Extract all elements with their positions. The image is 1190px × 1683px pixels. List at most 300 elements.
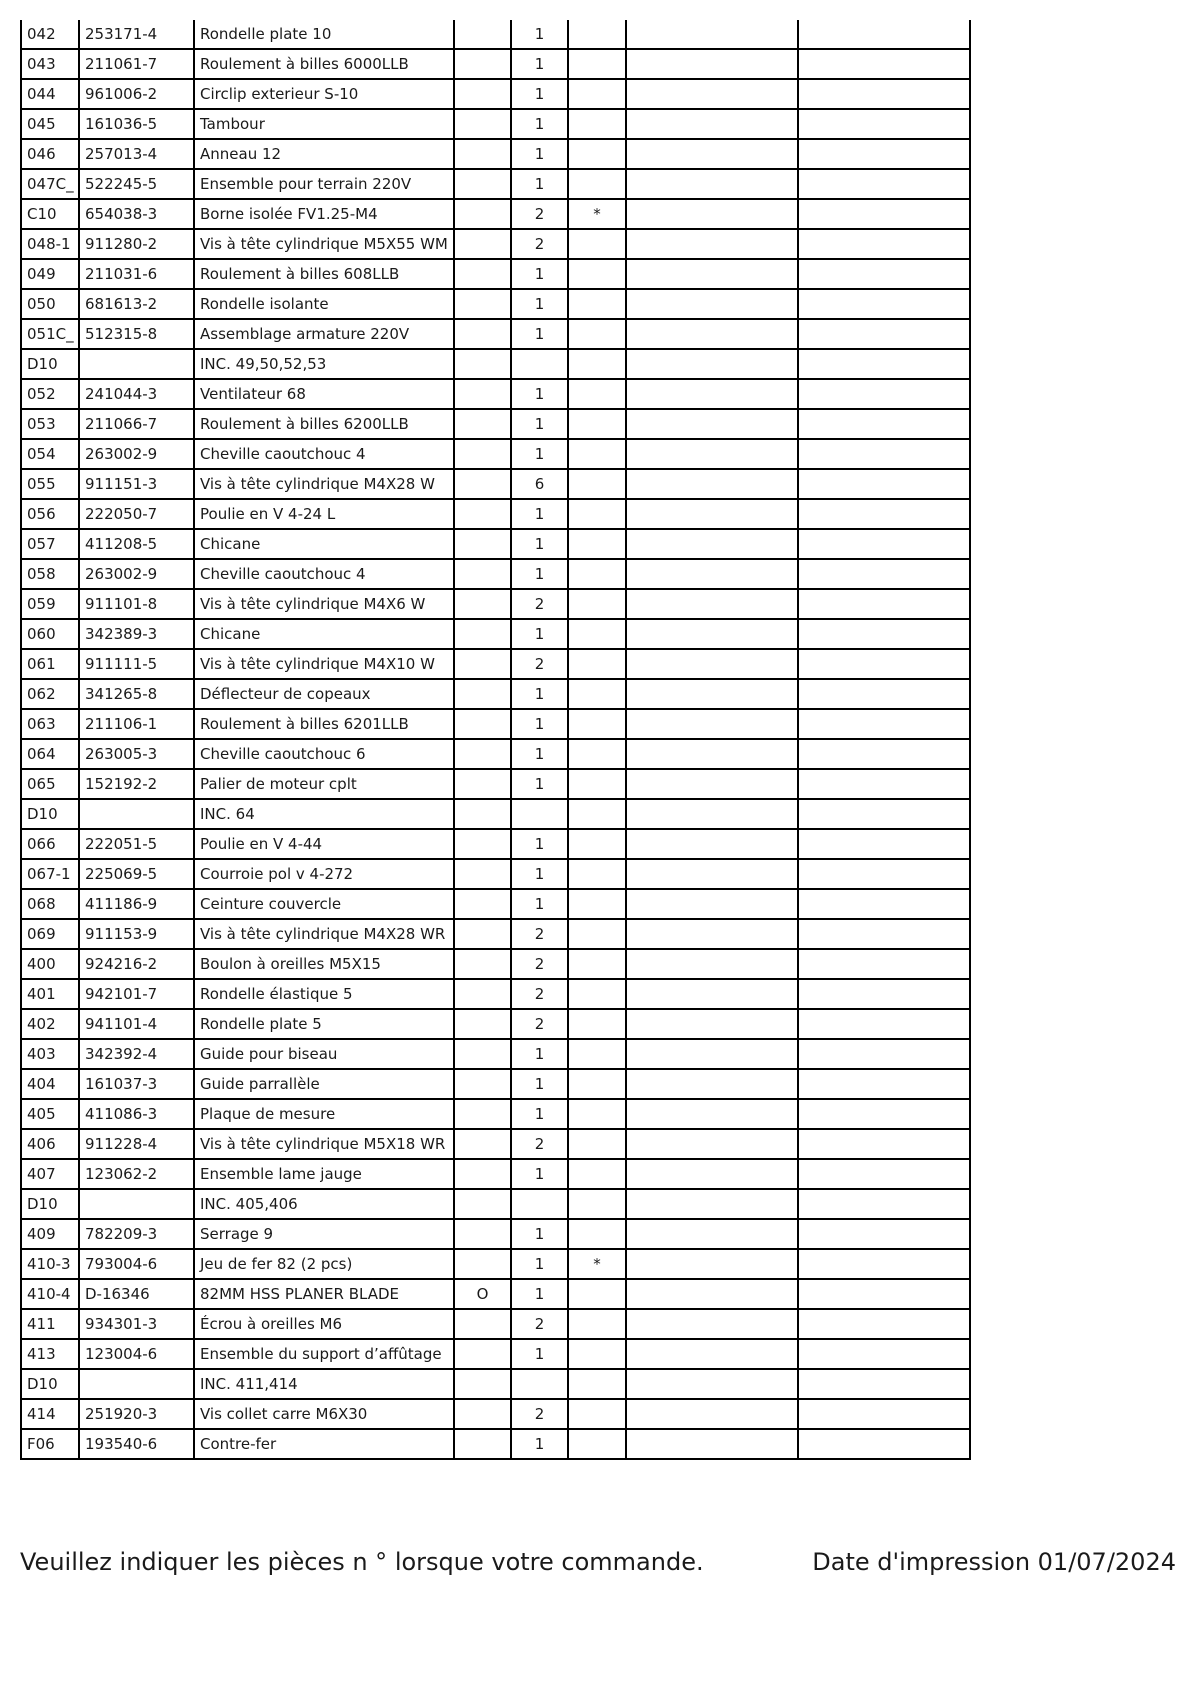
description-cell: Courroie pol v 4-272 bbox=[194, 859, 454, 889]
blank-col-a-cell bbox=[626, 199, 798, 229]
description-cell: Roulement à billes 6201LLB bbox=[194, 709, 454, 739]
table-row bbox=[21, 1399, 970, 1429]
description-cell: Vis à tête cylindrique M5X55 WM bbox=[194, 229, 454, 259]
quantity-cell: 1 bbox=[511, 1429, 568, 1459]
table-row bbox=[21, 1279, 970, 1309]
item-no-cell: 060 bbox=[21, 619, 79, 649]
blank-col-a-cell bbox=[626, 1129, 798, 1159]
table-row bbox=[21, 619, 970, 649]
note-mark-cell bbox=[568, 169, 626, 199]
option-mark-cell bbox=[454, 859, 511, 889]
table-row bbox=[21, 979, 970, 1009]
blank-col-a-cell bbox=[626, 649, 798, 679]
table-row bbox=[21, 259, 970, 289]
blank-col-b-cell bbox=[798, 979, 970, 1009]
description-cell: Assemblage armature 220V bbox=[194, 319, 454, 349]
item-no-cell: 066 bbox=[21, 829, 79, 859]
option-mark-cell bbox=[454, 469, 511, 499]
part-no-cell: 263002-9 bbox=[79, 559, 194, 589]
blank-col-a-cell bbox=[626, 1099, 798, 1129]
description-cell: Vis à tête cylindrique M4X6 W bbox=[194, 589, 454, 619]
description-cell: Vis à tête cylindrique M5X18 WR bbox=[194, 1129, 454, 1159]
blank-col-b-cell bbox=[798, 169, 970, 199]
option-mark-cell bbox=[454, 1369, 511, 1399]
blank-col-b-cell bbox=[798, 439, 970, 469]
note-mark-cell bbox=[568, 439, 626, 469]
part-no-cell: 161036-5 bbox=[79, 109, 194, 139]
description-cell: INC. 49,50,52,53 bbox=[194, 349, 454, 379]
blank-col-b-cell bbox=[798, 20, 970, 49]
blank-col-b-cell bbox=[798, 859, 970, 889]
blank-col-a-cell bbox=[626, 439, 798, 469]
option-mark-cell bbox=[454, 49, 511, 79]
blank-col-a-cell bbox=[626, 1039, 798, 1069]
quantity-cell: 2 bbox=[511, 199, 568, 229]
blank-col-b-cell bbox=[798, 259, 970, 289]
note-mark-cell bbox=[568, 649, 626, 679]
blank-col-a-cell bbox=[626, 469, 798, 499]
option-mark-cell bbox=[454, 1189, 511, 1219]
description-cell: Cheville caoutchouc 4 bbox=[194, 439, 454, 469]
item-no-cell: 065 bbox=[21, 769, 79, 799]
table-row bbox=[21, 889, 970, 919]
blank-col-b-cell bbox=[798, 319, 970, 349]
note-mark-cell bbox=[568, 289, 626, 319]
description-cell: Ceinture couvercle bbox=[194, 889, 454, 919]
quantity-cell bbox=[511, 799, 568, 829]
blank-col-a-cell bbox=[626, 319, 798, 349]
blank-col-a-cell bbox=[626, 679, 798, 709]
description-cell: Rondelle élastique 5 bbox=[194, 979, 454, 1009]
note-mark-cell bbox=[568, 799, 626, 829]
blank-col-b-cell bbox=[798, 1249, 970, 1279]
option-mark-cell bbox=[454, 619, 511, 649]
option-mark-cell bbox=[454, 949, 511, 979]
note-mark-cell bbox=[568, 379, 626, 409]
quantity-cell: 2 bbox=[511, 649, 568, 679]
description-cell: Ensemble du support d’affûtage bbox=[194, 1339, 454, 1369]
blank-col-b-cell bbox=[798, 619, 970, 649]
quantity-cell: 2 bbox=[511, 949, 568, 979]
description-cell: Chicane bbox=[194, 529, 454, 559]
blank-col-a-cell bbox=[626, 79, 798, 109]
quantity-cell: 1 bbox=[511, 79, 568, 109]
option-mark-cell bbox=[454, 979, 511, 1009]
note-mark-cell bbox=[568, 349, 626, 379]
blank-col-b-cell bbox=[798, 349, 970, 379]
option-mark-cell bbox=[454, 1159, 511, 1189]
blank-col-a-cell bbox=[626, 109, 798, 139]
blank-col-b-cell bbox=[798, 949, 970, 979]
quantity-cell: 1 bbox=[511, 739, 568, 769]
part-no-cell: D-16346 bbox=[79, 1279, 194, 1309]
note-mark-cell bbox=[568, 859, 626, 889]
option-mark-cell bbox=[454, 1339, 511, 1369]
table-row bbox=[21, 1219, 970, 1249]
table-row bbox=[21, 1249, 970, 1279]
description-cell: INC. 411,414 bbox=[194, 1369, 454, 1399]
item-no-cell: 045 bbox=[21, 109, 79, 139]
part-no-cell bbox=[79, 349, 194, 379]
table-row bbox=[21, 859, 970, 889]
table-row bbox=[21, 499, 970, 529]
quantity-cell: 1 bbox=[511, 1219, 568, 1249]
part-no-cell: 681613-2 bbox=[79, 289, 194, 319]
note-mark-cell: * bbox=[568, 199, 626, 229]
part-no-cell: 211031-6 bbox=[79, 259, 194, 289]
note-mark-cell bbox=[568, 1069, 626, 1099]
description-cell: Plaque de mesure bbox=[194, 1099, 454, 1129]
note-mark-cell bbox=[568, 979, 626, 1009]
table-row bbox=[21, 799, 970, 829]
note-mark-cell bbox=[568, 1189, 626, 1219]
part-no-cell: 161037-3 bbox=[79, 1069, 194, 1099]
note-mark-cell bbox=[568, 109, 626, 139]
table-row bbox=[21, 109, 970, 139]
quantity-cell: 1 bbox=[511, 829, 568, 859]
description-cell: INC. 64 bbox=[194, 799, 454, 829]
blank-col-a-cell bbox=[626, 889, 798, 919]
part-no-cell: 211061-7 bbox=[79, 49, 194, 79]
option-mark-cell bbox=[454, 1069, 511, 1099]
note-mark-cell bbox=[568, 319, 626, 349]
part-no-cell bbox=[79, 1189, 194, 1219]
part-no-cell: 341265-8 bbox=[79, 679, 194, 709]
table-row bbox=[21, 79, 970, 109]
table-row bbox=[21, 829, 970, 859]
item-no-cell: D10 bbox=[21, 349, 79, 379]
quantity-cell: 1 bbox=[511, 139, 568, 169]
description-cell: Cheville caoutchouc 4 bbox=[194, 559, 454, 589]
blank-col-b-cell bbox=[798, 1009, 970, 1039]
part-no-cell: 911280-2 bbox=[79, 229, 194, 259]
blank-col-b-cell bbox=[798, 919, 970, 949]
part-no-cell: 941101-4 bbox=[79, 1009, 194, 1039]
item-no-cell: F06 bbox=[21, 1429, 79, 1459]
blank-col-a-cell bbox=[626, 559, 798, 589]
blank-col-a-cell bbox=[626, 379, 798, 409]
option-mark-cell bbox=[454, 1399, 511, 1429]
blank-col-b-cell bbox=[798, 679, 970, 709]
option-mark-cell bbox=[454, 799, 511, 829]
blank-col-b-cell bbox=[798, 589, 970, 619]
item-no-cell: 048-1 bbox=[21, 229, 79, 259]
option-mark-cell bbox=[454, 889, 511, 919]
blank-col-b-cell bbox=[798, 1069, 970, 1099]
description-cell: Vis à tête cylindrique M4X28 WR bbox=[194, 919, 454, 949]
item-no-cell: 051C_ bbox=[21, 319, 79, 349]
quantity-cell: 1 bbox=[511, 1099, 568, 1129]
option-mark-cell bbox=[454, 1429, 511, 1459]
option-mark-cell bbox=[454, 229, 511, 259]
blank-col-b-cell bbox=[798, 1399, 970, 1429]
option-mark-cell bbox=[454, 139, 511, 169]
blank-col-b-cell bbox=[798, 289, 970, 319]
quantity-cell: 1 bbox=[511, 529, 568, 559]
note-mark-cell bbox=[568, 949, 626, 979]
note-mark-cell bbox=[568, 79, 626, 109]
footer-note: Veuillez indiquer les pièces n ° lorsque votre commande. bbox=[20, 1548, 704, 1576]
note-mark-cell bbox=[568, 679, 626, 709]
note-mark-cell bbox=[568, 739, 626, 769]
option-mark-cell bbox=[454, 559, 511, 589]
quantity-cell: 1 bbox=[511, 109, 568, 139]
option-mark-cell bbox=[454, 709, 511, 739]
blank-col-a-cell bbox=[626, 1219, 798, 1249]
blank-col-b-cell bbox=[798, 1429, 970, 1459]
blank-col-b-cell bbox=[798, 469, 970, 499]
table-row bbox=[21, 529, 970, 559]
blank-col-a-cell bbox=[626, 1369, 798, 1399]
blank-col-b-cell bbox=[798, 499, 970, 529]
part-no-cell: 211066-7 bbox=[79, 409, 194, 439]
option-mark-cell bbox=[454, 259, 511, 289]
description-cell: Ensemble pour terrain 220V bbox=[194, 169, 454, 199]
blank-col-a-cell bbox=[626, 619, 798, 649]
part-no-cell: 222051-5 bbox=[79, 829, 194, 859]
blank-col-a-cell bbox=[626, 349, 798, 379]
quantity-cell: 2 bbox=[511, 589, 568, 619]
option-mark-cell bbox=[454, 20, 511, 49]
blank-col-a-cell bbox=[626, 409, 798, 439]
option-mark-cell bbox=[454, 289, 511, 319]
option-mark-cell bbox=[454, 1039, 511, 1069]
item-no-cell: 043 bbox=[21, 49, 79, 79]
item-no-cell: 401 bbox=[21, 979, 79, 1009]
quantity-cell: 1 bbox=[511, 859, 568, 889]
option-mark-cell bbox=[454, 109, 511, 139]
description-cell: Guide pour biseau bbox=[194, 1039, 454, 1069]
quantity-cell: 1 bbox=[511, 1339, 568, 1369]
table-row bbox=[21, 1129, 970, 1159]
blank-col-a-cell bbox=[626, 979, 798, 1009]
blank-col-a-cell bbox=[626, 1339, 798, 1369]
quantity-cell: 2 bbox=[511, 229, 568, 259]
item-no-cell: 044 bbox=[21, 79, 79, 109]
description-cell: Ensemble lame jauge bbox=[194, 1159, 454, 1189]
table-row bbox=[21, 1039, 970, 1069]
quantity-cell: 1 bbox=[511, 1069, 568, 1099]
blank-col-a-cell bbox=[626, 20, 798, 49]
blank-col-b-cell bbox=[798, 199, 970, 229]
table-row bbox=[21, 289, 970, 319]
item-no-cell: 403 bbox=[21, 1039, 79, 1069]
option-mark-cell bbox=[454, 169, 511, 199]
option-mark-cell bbox=[454, 349, 511, 379]
description-cell: Vis à tête cylindrique M4X10 W bbox=[194, 649, 454, 679]
description-cell: Déflecteur de copeaux bbox=[194, 679, 454, 709]
quantity-cell bbox=[511, 349, 568, 379]
item-no-cell: 410-4 bbox=[21, 1279, 79, 1309]
option-mark-cell bbox=[454, 1099, 511, 1129]
table-row bbox=[21, 709, 970, 739]
option-mark-cell bbox=[454, 1009, 511, 1039]
item-no-cell: 406 bbox=[21, 1129, 79, 1159]
item-no-cell: 042 bbox=[21, 20, 79, 49]
part-no-cell: 793004-6 bbox=[79, 1249, 194, 1279]
option-mark-cell bbox=[454, 919, 511, 949]
blank-col-a-cell bbox=[626, 829, 798, 859]
note-mark-cell bbox=[568, 469, 626, 499]
description-cell: Jeu de fer 82 (2 pcs) bbox=[194, 1249, 454, 1279]
part-no-cell: 934301-3 bbox=[79, 1309, 194, 1339]
table-row bbox=[21, 1189, 970, 1219]
item-no-cell: 069 bbox=[21, 919, 79, 949]
description-cell: Palier de moteur cplt bbox=[194, 769, 454, 799]
quantity-cell: 2 bbox=[511, 979, 568, 1009]
part-no-cell: 911101-8 bbox=[79, 589, 194, 619]
table-row bbox=[21, 139, 970, 169]
note-mark-cell bbox=[568, 1039, 626, 1069]
item-no-cell: 055 bbox=[21, 469, 79, 499]
blank-col-b-cell bbox=[798, 559, 970, 589]
option-mark-cell: O bbox=[454, 1279, 511, 1309]
table-row bbox=[21, 20, 970, 49]
item-no-cell: 057 bbox=[21, 529, 79, 559]
part-no-cell bbox=[79, 799, 194, 829]
option-mark-cell bbox=[454, 679, 511, 709]
item-no-cell: 061 bbox=[21, 649, 79, 679]
quantity-cell: 2 bbox=[511, 1309, 568, 1339]
item-no-cell: 414 bbox=[21, 1399, 79, 1429]
blank-col-b-cell bbox=[798, 1189, 970, 1219]
item-no-cell: 405 bbox=[21, 1099, 79, 1129]
blank-col-b-cell bbox=[798, 1159, 970, 1189]
blank-col-a-cell bbox=[626, 949, 798, 979]
quantity-cell: 1 bbox=[511, 379, 568, 409]
option-mark-cell bbox=[454, 499, 511, 529]
blank-col-a-cell bbox=[626, 1279, 798, 1309]
description-cell: Rondelle plate 10 bbox=[194, 20, 454, 49]
note-mark-cell bbox=[568, 1309, 626, 1339]
quantity-cell: 2 bbox=[511, 1009, 568, 1039]
quantity-cell: 1 bbox=[511, 409, 568, 439]
part-no-cell: 257013-4 bbox=[79, 139, 194, 169]
item-no-cell: 404 bbox=[21, 1069, 79, 1099]
blank-col-a-cell bbox=[626, 1069, 798, 1099]
blank-col-b-cell bbox=[798, 709, 970, 739]
note-mark-cell: * bbox=[568, 1249, 626, 1279]
table-row bbox=[21, 379, 970, 409]
quantity-cell: 1 bbox=[511, 439, 568, 469]
blank-col-a-cell bbox=[626, 1189, 798, 1219]
item-no-cell: 062 bbox=[21, 679, 79, 709]
option-mark-cell bbox=[454, 649, 511, 679]
table-row bbox=[21, 1009, 970, 1039]
note-mark-cell bbox=[568, 1159, 626, 1189]
blank-col-b-cell bbox=[798, 1099, 970, 1129]
description-cell: Rondelle plate 5 bbox=[194, 1009, 454, 1039]
quantity-cell: 6 bbox=[511, 469, 568, 499]
blank-col-b-cell bbox=[798, 769, 970, 799]
table-row bbox=[21, 49, 970, 79]
description-cell: Poulie en V 4-44 bbox=[194, 829, 454, 859]
table-row bbox=[21, 679, 970, 709]
blank-col-b-cell bbox=[798, 409, 970, 439]
note-mark-cell bbox=[568, 619, 626, 649]
blank-col-a-cell bbox=[626, 919, 798, 949]
table-row bbox=[21, 559, 970, 589]
quantity-cell: 2 bbox=[511, 919, 568, 949]
option-mark-cell bbox=[454, 1219, 511, 1249]
part-no-cell: 512315-8 bbox=[79, 319, 194, 349]
part-no-cell: 251920-3 bbox=[79, 1399, 194, 1429]
part-no-cell: 911111-5 bbox=[79, 649, 194, 679]
table-row bbox=[21, 469, 970, 499]
description-cell: Borne isolée FV1.25-M4 bbox=[194, 199, 454, 229]
description-cell: 82MM HSS PLANER BLADE bbox=[194, 1279, 454, 1309]
quantity-cell: 1 bbox=[511, 1159, 568, 1189]
blank-col-b-cell bbox=[798, 649, 970, 679]
table-row bbox=[21, 1369, 970, 1399]
blank-col-a-cell bbox=[626, 859, 798, 889]
quantity-cell: 1 bbox=[511, 679, 568, 709]
part-no-cell: 152192-2 bbox=[79, 769, 194, 799]
part-no-cell: 225069-5 bbox=[79, 859, 194, 889]
note-mark-cell bbox=[568, 919, 626, 949]
item-no-cell: 400 bbox=[21, 949, 79, 979]
item-no-cell: 050 bbox=[21, 289, 79, 319]
part-no-cell: 411186-9 bbox=[79, 889, 194, 919]
table-row bbox=[21, 919, 970, 949]
blank-col-a-cell bbox=[626, 499, 798, 529]
quantity-cell bbox=[511, 1369, 568, 1399]
note-mark-cell bbox=[568, 889, 626, 919]
blank-col-b-cell bbox=[798, 229, 970, 259]
blank-col-b-cell bbox=[798, 1369, 970, 1399]
blank-col-a-cell bbox=[626, 709, 798, 739]
note-mark-cell bbox=[568, 709, 626, 739]
item-no-cell: C10 bbox=[21, 199, 79, 229]
quantity-cell: 2 bbox=[511, 1399, 568, 1429]
part-no-cell: 782209-3 bbox=[79, 1219, 194, 1249]
part-no-cell: 911228-4 bbox=[79, 1129, 194, 1159]
quantity-cell: 1 bbox=[511, 499, 568, 529]
blank-col-a-cell bbox=[626, 289, 798, 319]
quantity-cell: 1 bbox=[511, 559, 568, 589]
part-no-cell bbox=[79, 1369, 194, 1399]
part-no-cell: 241044-3 bbox=[79, 379, 194, 409]
item-no-cell: 068 bbox=[21, 889, 79, 919]
note-mark-cell bbox=[568, 409, 626, 439]
table-row bbox=[21, 409, 970, 439]
option-mark-cell bbox=[454, 1129, 511, 1159]
table-row bbox=[21, 1069, 970, 1099]
blank-col-b-cell bbox=[798, 529, 970, 559]
item-no-cell: 063 bbox=[21, 709, 79, 739]
part-no-cell: 911151-3 bbox=[79, 469, 194, 499]
blank-col-a-cell bbox=[626, 1159, 798, 1189]
blank-col-a-cell bbox=[626, 49, 798, 79]
table-row bbox=[21, 349, 970, 379]
part-no-cell: 654038-3 bbox=[79, 199, 194, 229]
description-cell: Écrou à oreilles M6 bbox=[194, 1309, 454, 1339]
blank-col-b-cell bbox=[798, 1339, 970, 1369]
quantity-cell: 2 bbox=[511, 1129, 568, 1159]
table-row bbox=[21, 739, 970, 769]
note-mark-cell bbox=[568, 20, 626, 49]
part-no-cell: 342389-3 bbox=[79, 619, 194, 649]
item-no-cell: D10 bbox=[21, 1189, 79, 1219]
quantity-cell: 1 bbox=[511, 49, 568, 79]
quantity-cell: 1 bbox=[511, 1279, 568, 1309]
option-mark-cell bbox=[454, 439, 511, 469]
part-no-cell: 123004-6 bbox=[79, 1339, 194, 1369]
quantity-cell: 1 bbox=[511, 289, 568, 319]
description-cell: Guide parrallèle bbox=[194, 1069, 454, 1099]
table-row bbox=[21, 319, 970, 349]
table-row bbox=[21, 1339, 970, 1369]
